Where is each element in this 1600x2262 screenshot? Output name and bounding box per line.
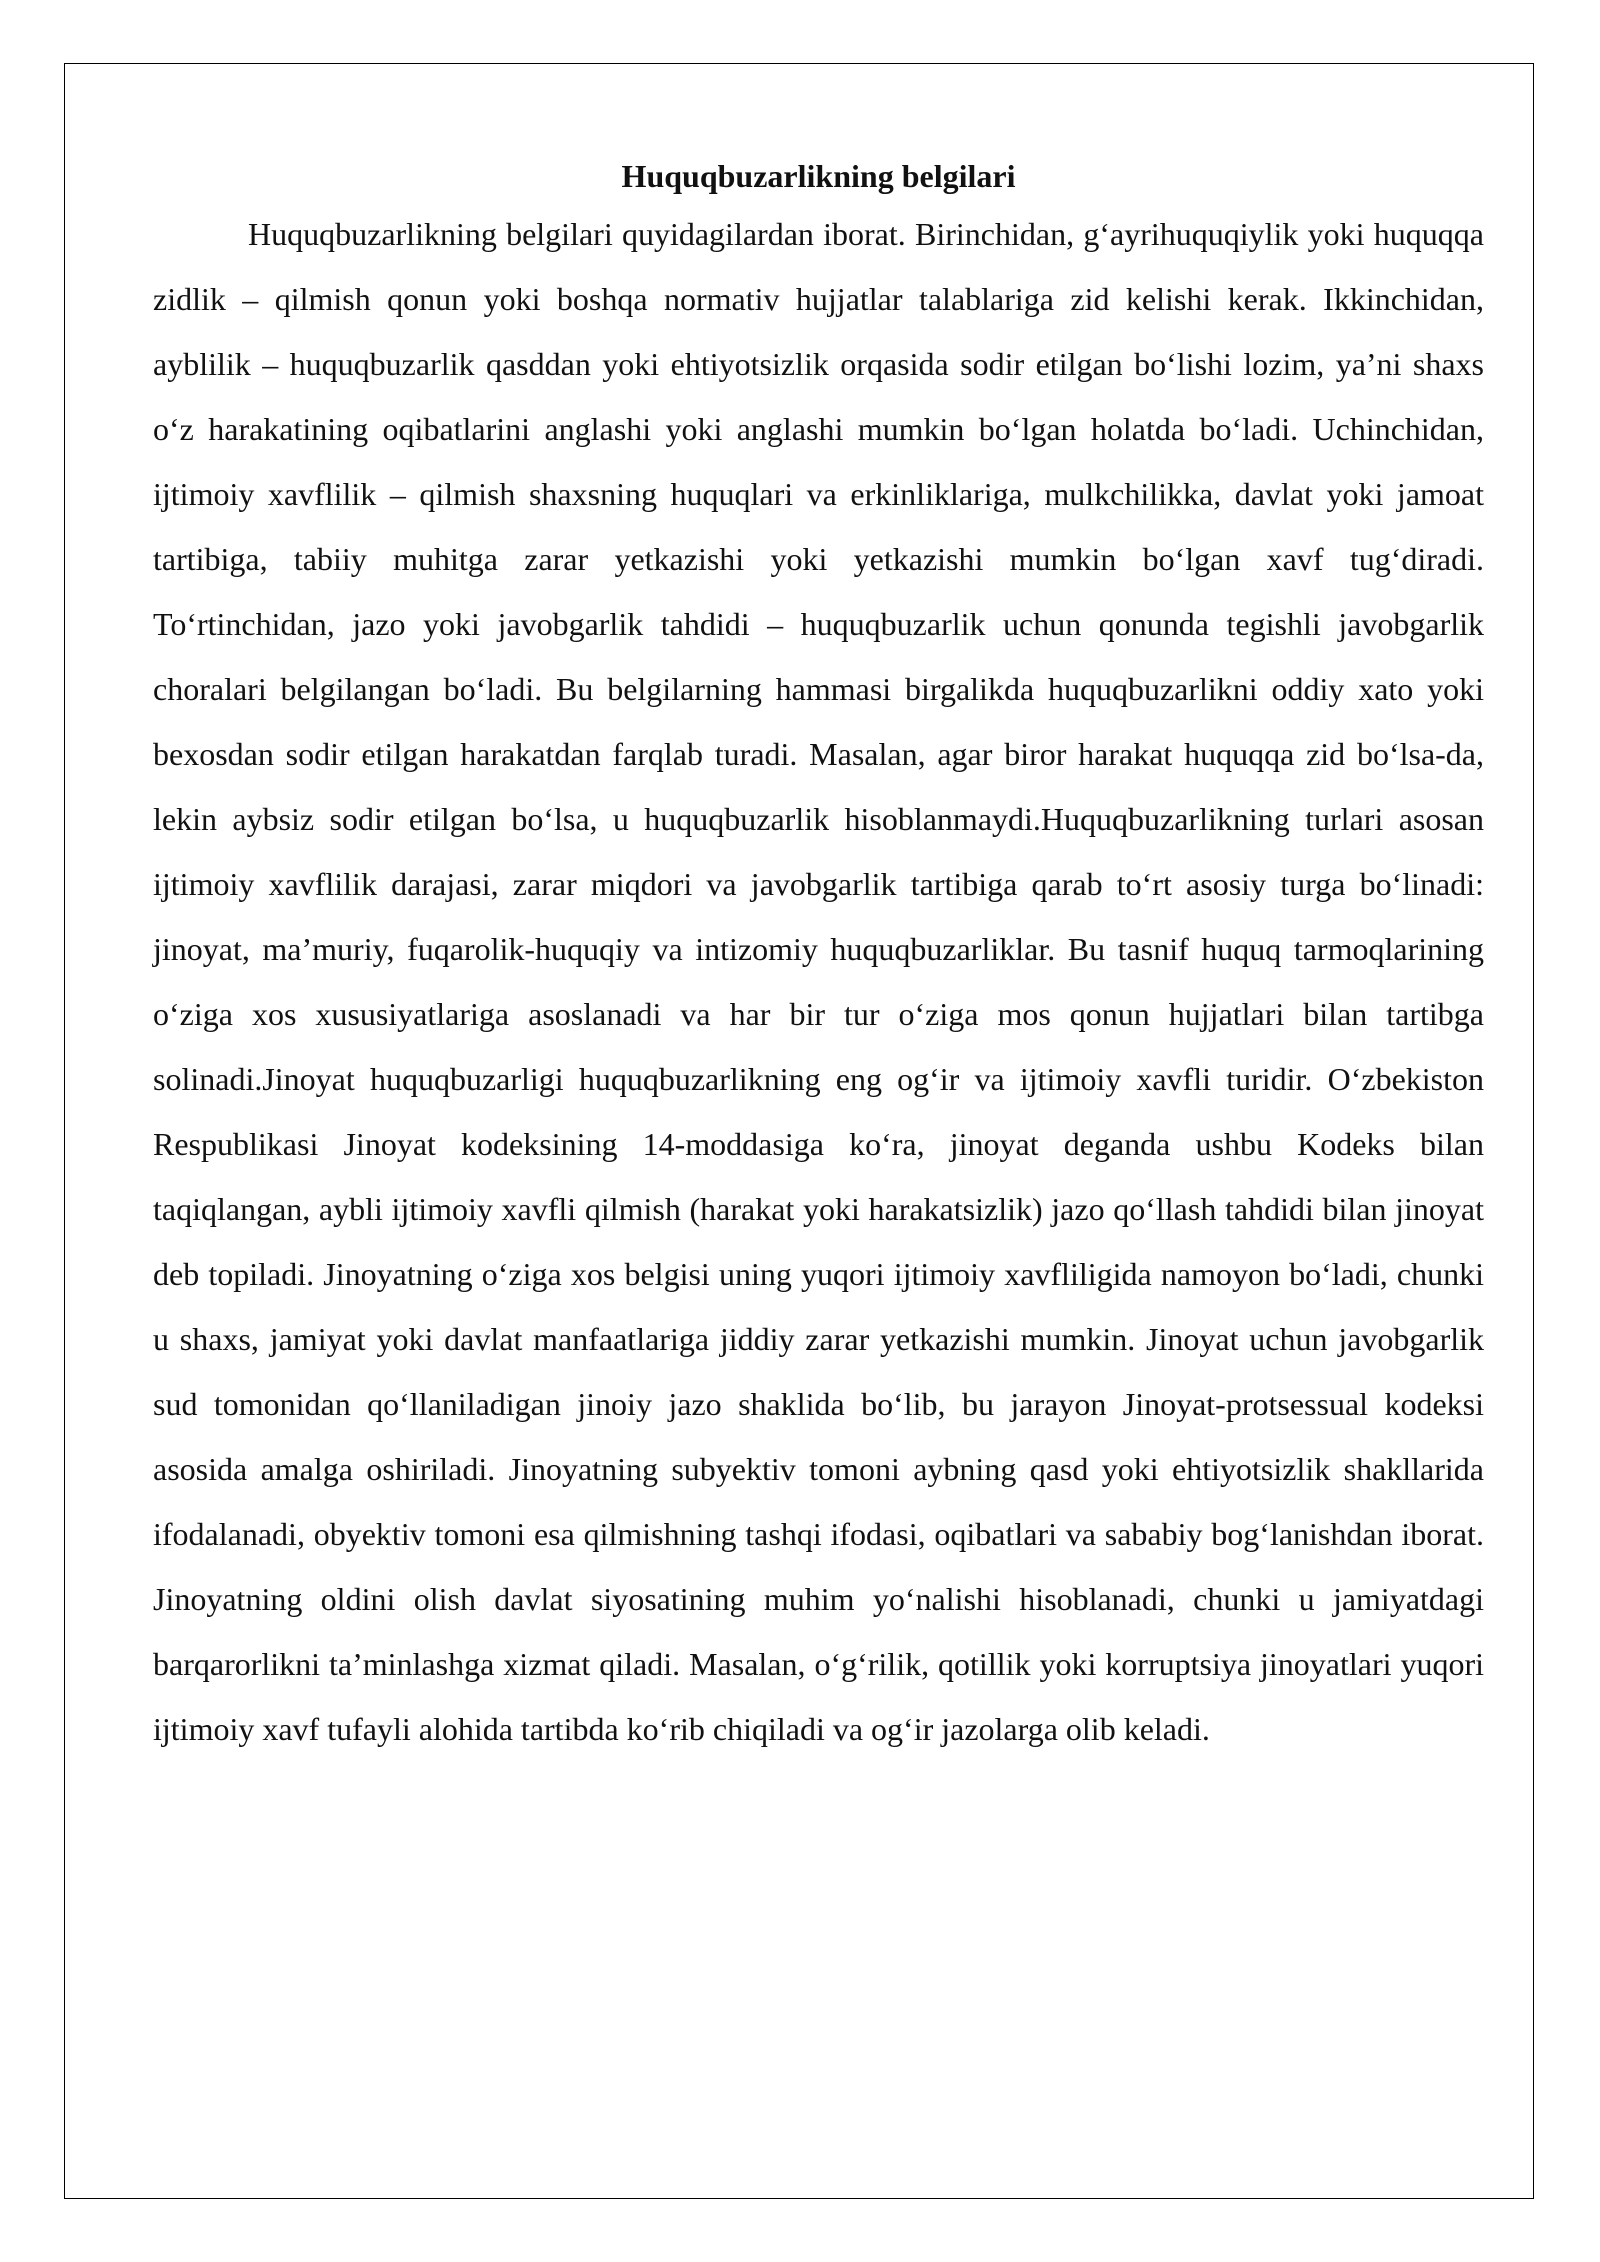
document-body [153,150,1484,1762]
document-title: Huquqbuzarlikning belgilari [621,158,1016,194]
document-paragraph: Huquqbuzarlikning belgilari quyidagilardan iborat. Birinchidan, g‘ayrihuquqiylik yoki huquqqa zidlik – qilmish qonun yoki boshqa normativ hujjatlar talablariga zid kelishi kerak. Ikkinchidan, ayblilik – huquqbuzarlik qasddan yoki ehtiyotsizlik orqasida sodir etilgan bo‘lishi lozim, ya’ni shaxs o‘z harakatining oqibatlarini anglashi yoki anglashi mumkin bo‘lgan holatda bo‘ladi. Uchinchidan, ijtimoiy xavflilik – qilmish shaxsning huquqlari va erkinliklariga, mulkchilikka, davlat yoki jamoat tartibiga, tabiiy muhitga zarar yetkazishi yoki yetkazishi mumkin bo‘lgan xavf tug‘diradi. To‘rtinchidan, jazo yoki javobgarlik tahdidi – huquqbuzarlik uchun qonunda tegishli javobgarlik choralari belgilangan bo‘ladi. Bu belgilarning hammasi birgalikda huquqbuzarlikni oddiy xato yoki bexosdan sodir etilgan harakatdan farqlab turadi. Masalan, agar biror harakat huquqqa zid bo‘lsa-da, lekin aybsiz sodir etilgan bo‘lsa, u huquqbuzarlik hisoblanmaydi.Huquqbuzarlikning turlari asosan ijtimoiy xavflilik darajasi, zarar miqdori va javobgarlik tartibiga qarab to‘rt asosiy turga bo‘linadi: jinoyat, ma’muriy, fuqarolik-huquqiy va intizomiy huquqbuzarliklar. Bu tasnif huquq tarmoqlarining o‘ziga xos xususiyatlariga asoslanadi va har bir tur o‘ziga mos qonun hujjatlari bilan tartibga solinadi.Jinoyat huquqbuzarligi huquqbuzarlikning eng og‘ir va ijtimoiy xavfli turidir. O‘zbekiston Respublikasi Jinoyat kodeksining 14-moddasiga ko‘ra, jinoyat deganda ushbu Kodeks bilan taqiqlangan, aybli ijtimoiy xavfli qilmish (harakat yoki harakatsizlik) jazo qo‘llash tahdidi bilan jinoyat deb topiladi. Jinoyatning o‘ziga xos belgisi uning yuqori ijtimoiy xavfliligida namoyon bo‘ladi, chunki u shaxs, jamiyat yoki davlat manfaatlariga jiddiy zarar yetkazishi mumkin. Jinoyat uchun javobgarlik sud tomonidan qo‘llaniladigan jinoiy jazo shaklida bo‘lib, bu jarayon Jinoyat-protsessual kodeksi asosida amalga oshiriladi. Jinoyatning subyektiv tomoni aybning qasd yoki ehtiyotsizlik shakllarida ifodalanadi, obyektiv tomoni esa qilmishning tashqi ifodasi, oqibatlari va sababiy bog‘lanishdan iborat. Jinoyatning oldini olish davlat siyosatining muhim yo‘nalishi hisoblanadi, chunki u jamiyatdagi barqarorlikni ta’minlashga xizmat qiladi. Masalan, o‘g‘rilik, qotillik yoki korruptsiya jinoyatlari yuqori ijtimoiy xavf tufayli alohida tartibda ko‘rib chiqiladi va og‘ir jazolarga olib keladi. [153,216,1484,1747]
